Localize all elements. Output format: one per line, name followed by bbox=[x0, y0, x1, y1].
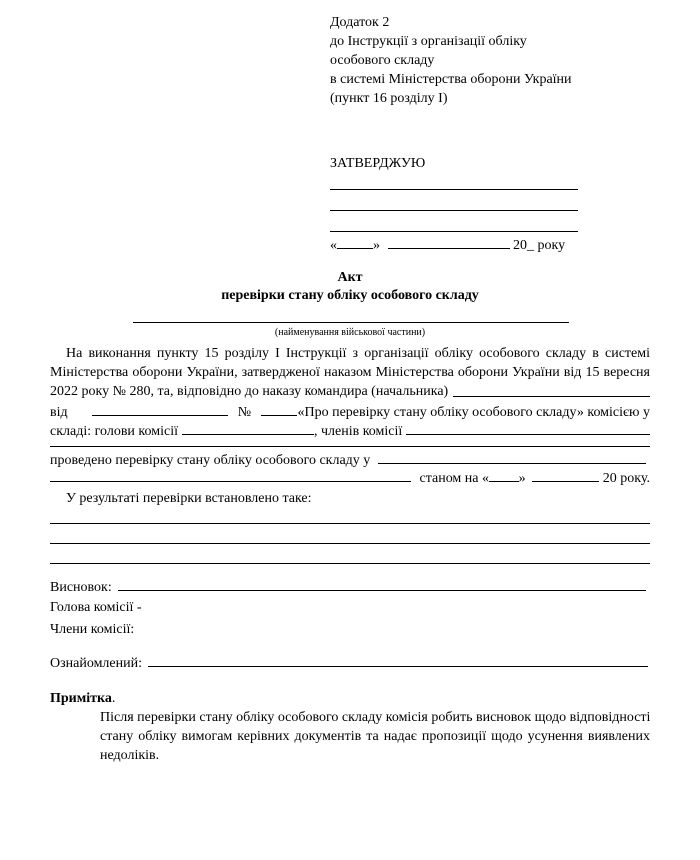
approval-day-blank bbox=[337, 235, 373, 249]
order-number-label: № bbox=[237, 405, 252, 420]
approval-label: ЗАТВЕРДЖУЮ bbox=[330, 156, 426, 171]
approval-date-line bbox=[330, 235, 565, 255]
body-line-8 bbox=[50, 468, 650, 488]
results-intro: У результаті перевірки встановлено таке: bbox=[66, 491, 312, 506]
commission-members-label: , членів комісії bbox=[313, 424, 403, 439]
commission-chair-label: складі: голови комісії bbox=[50, 424, 178, 439]
order-number-blank bbox=[261, 402, 297, 416]
acquainted-label: Ознайомлений: bbox=[50, 656, 142, 671]
results-line-1 bbox=[50, 523, 650, 524]
chairman-label: Голова комісії - bbox=[50, 600, 142, 615]
note-label: Примітка bbox=[50, 691, 112, 706]
approval-signature-line-1 bbox=[330, 189, 578, 190]
body-line-4 bbox=[50, 402, 650, 422]
commander-order-line bbox=[453, 396, 650, 397]
approval-signature-line-3 bbox=[330, 231, 578, 232]
results-line-3 bbox=[50, 563, 650, 564]
state-year-text: 20 року. bbox=[602, 471, 650, 486]
acquainted-blank bbox=[148, 653, 648, 667]
commission-members-blank bbox=[406, 421, 650, 435]
approval-month-blank bbox=[388, 235, 510, 249]
commission-chair-blank bbox=[182, 421, 314, 435]
inspection-unit-continuation-blank bbox=[50, 468, 411, 482]
appendix-line-5: (пункт 16 розділу I) bbox=[330, 91, 448, 106]
note-line-3: недоліків. bbox=[100, 748, 160, 763]
inspection-unit-label: проведено перевірку стану обліку особового складу у bbox=[50, 453, 371, 468]
order-from-label: від bbox=[50, 405, 68, 420]
approval-year-text: 20_ року bbox=[513, 238, 566, 253]
inspection-unit-blank bbox=[378, 450, 646, 464]
order-title-text: «Про перевірку стану обліку особового складу» комісією у bbox=[297, 405, 650, 420]
appendix-line-2: до Інструкції з організації обліку bbox=[330, 34, 527, 49]
conclusion-row bbox=[50, 577, 646, 597]
results-line-2 bbox=[50, 543, 650, 544]
appendix-line-3: особового складу bbox=[330, 53, 435, 68]
state-month-blank bbox=[532, 468, 599, 482]
acquainted-row bbox=[50, 653, 648, 673]
body-line-1: На виконання пункту 15 розділу I Інструкції з організації обліку особового складу в системі bbox=[66, 346, 650, 361]
note-dot: . bbox=[111, 691, 116, 706]
state-day-blank bbox=[489, 468, 519, 482]
note-heading bbox=[50, 690, 115, 708]
document-subtitle: перевірки стану обліку особового складу bbox=[221, 288, 479, 303]
body-line-3: 2022 року № 280, та, відповідно до наказу командира (начальника) bbox=[50, 384, 449, 399]
body-line-7 bbox=[50, 450, 650, 470]
unit-name-line bbox=[133, 322, 569, 323]
body-line-5 bbox=[50, 421, 650, 441]
members-label: Члени комісії: bbox=[50, 622, 135, 637]
note-line-2: стану обліку вимогам керівних документів та надає пропозиції щодо усунення виявлених bbox=[100, 729, 650, 744]
state-date-close: » bbox=[518, 471, 526, 486]
state-as-of-label: станом на « bbox=[419, 471, 489, 486]
unit-name-caption: (найменування військової частини) bbox=[274, 327, 426, 338]
note-line-1: Після перевірки стану обліку особового складу комісія робить висновок щодо відповідності bbox=[100, 710, 651, 725]
members-continuation-line bbox=[50, 446, 650, 447]
document-title: Акт bbox=[337, 270, 363, 285]
conclusion-label: Висновок: bbox=[50, 580, 112, 595]
approval-signature-line-2 bbox=[330, 210, 578, 211]
order-date-blank bbox=[92, 402, 228, 416]
body-line-2: Міністерства оборони України, затвердженої наказом Міністерства оборони України від 15 вересня bbox=[50, 365, 650, 380]
appendix-line-1: Додаток 2 bbox=[330, 15, 390, 30]
conclusion-blank bbox=[118, 577, 646, 591]
approval-date-close: » bbox=[373, 238, 380, 253]
approval-date-open: « bbox=[330, 238, 337, 253]
appendix-line-4: в системі Міністерства оборони України bbox=[330, 72, 572, 87]
